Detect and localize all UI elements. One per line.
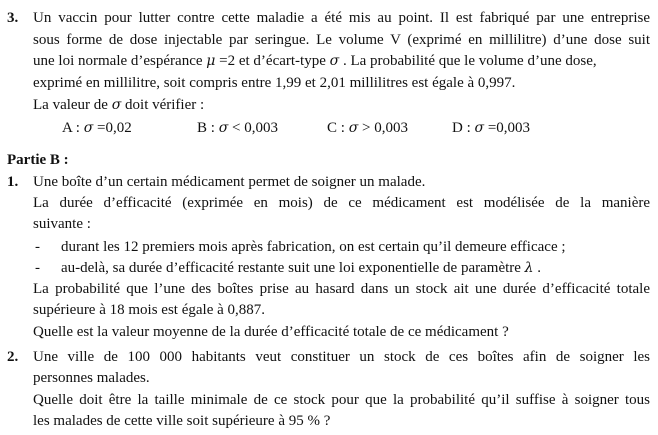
q1-line-6: Quelle est la valeur moyenne de la durée d’efficacité totale de ce médicament ? (33, 324, 509, 340)
sigma-symbol: σ (83, 120, 94, 136)
q1-line-4: La probabilité que l’une des boîtes prise au hasard dans un stock ait une durée d’efficacité totale (33, 281, 650, 297)
q3-line-3-text-b: =2 et d’écart-type (215, 53, 330, 69)
q2-line-3: Quelle doit être la taille minimale de ce stock pour que la probabilité qu’il suffise à soigner tous (33, 392, 650, 408)
q3-line-2: sous forme de dose injectable par seringue. Le volume V (exprimé en millilitre) d’une dose suit (33, 32, 650, 48)
option-b[interactable] (197, 118, 278, 138)
option-d-label: D : (452, 120, 475, 136)
sigma-symbol: σ (348, 120, 359, 136)
bullet-2-dash: - (35, 260, 40, 276)
option-a[interactable] (62, 118, 132, 138)
q3-line-4: exprimé en millilitre, soit compris entre 1,99 et 2,01 millilitres est égale à 0,997. (33, 75, 516, 91)
sigma-symbol: σ (111, 97, 122, 113)
q1-line-5: supérieure à 18 mois est égale à 0,887. (33, 302, 266, 318)
q1-line-3: suivante : (33, 216, 91, 232)
q3-line-3 (33, 51, 597, 71)
lambda-symbol: λ (524, 260, 534, 276)
bullet-2 (61, 258, 541, 278)
bullet-2-text-a: au-delà, sa durée d’efficacité restante suit une loi exponentielle de paramètre (61, 260, 525, 276)
question-1-number: 1. (7, 174, 19, 190)
part-b-title: Partie B : (7, 152, 69, 168)
q3-line-3-text-c: . La probabilité que le volume d’une dose, (339, 53, 597, 69)
q2-line-4: les malades de cette ville soit supérieure à 95 % ? (33, 413, 331, 429)
option-b-label: B : (197, 120, 219, 136)
q3-line-5 (33, 95, 204, 115)
q3-line-5-text-a: La valeur de (33, 97, 112, 113)
q1-line-2: La durée d’efficacité (exprimée en mois) de ce médicament est modélisée de la manière (33, 195, 650, 211)
question-2-number: 2. (7, 349, 19, 365)
option-c[interactable] (327, 118, 408, 138)
bullet-1-dash: - (35, 239, 40, 255)
q3-line-1: Un vaccin pour lutter contre cette maladie a été mis au point. Il est fabriqué par une entreprise (33, 10, 650, 26)
option-d[interactable] (452, 118, 530, 138)
q2-line-1: Une ville de 100 000 habitants veut constituer un stock de ces boîtes afin de soigner les (33, 349, 650, 365)
q3-line-5-text-b: doit vérifier : (121, 97, 205, 113)
sigma-symbol: σ (218, 120, 229, 136)
option-a-label: A : (62, 120, 84, 136)
bullet-2-text-b: . (533, 260, 542, 276)
q2-line-2: personnes malades. (33, 370, 150, 386)
option-d-value: =0,003 (484, 120, 531, 136)
option-a-value: =0,02 (93, 120, 132, 136)
q3-line-3-text-a: une loi normale d’espérance (33, 53, 207, 69)
bullet-1: durant les 12 premiers mois après fabrication, on est certain qu’il demeure efficace ; (61, 239, 566, 255)
mu-symbol: μ (206, 53, 216, 69)
sigma-symbol: σ (329, 53, 340, 69)
q1-line-1: Une boîte d’un certain médicament permet de soigner un malade. (33, 174, 426, 190)
sigma-symbol: σ (474, 120, 485, 136)
option-c-label: C : (327, 120, 349, 136)
option-c-value: > 0,003 (358, 120, 408, 136)
option-b-value: < 0,003 (228, 120, 278, 136)
question-3-number: 3. (7, 10, 19, 26)
